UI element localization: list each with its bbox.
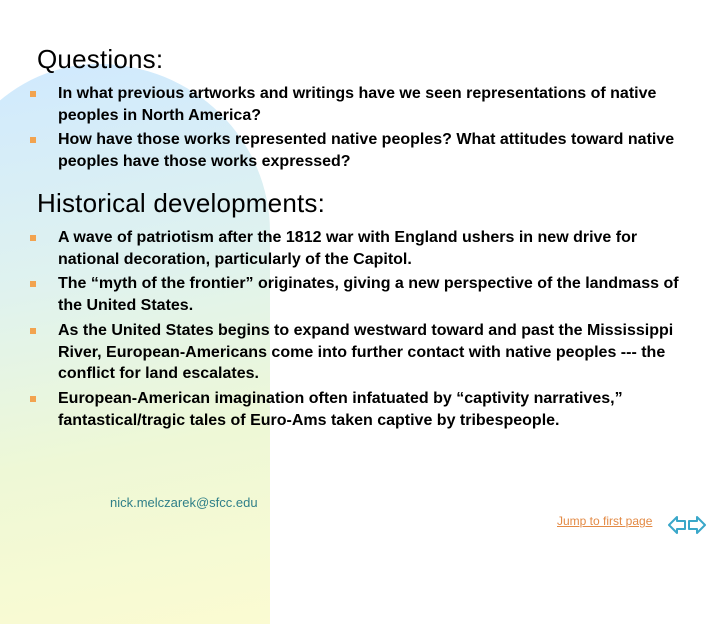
square-bullet-icon bbox=[30, 91, 36, 97]
square-bullet-icon bbox=[30, 281, 36, 287]
prev-next-arrows-icon[interactable] bbox=[668, 514, 706, 536]
jump-to-first-page-link[interactable]: Jump to first page bbox=[557, 514, 653, 528]
list-item bbox=[30, 320, 702, 385]
square-bullet-icon bbox=[30, 235, 36, 241]
next-arrow-icon bbox=[689, 517, 705, 533]
list-item-text: A wave of patriotism after the 1812 war with England ushers in new drive for national decoration, particularly of the Capitol. bbox=[58, 229, 638, 268]
square-bullet-icon bbox=[30, 137, 36, 143]
list-item-text: European-American imagination often infatuated by “captivity narratives,” fantastical/tragic tales of Euro-Ams taken captive by tribespeople. bbox=[58, 389, 623, 429]
list-item-text: As the United States begins to expand westward toward and past the Mississippi River, European-Americans come into further contact with native peoples --- the conflict for land escalates. bbox=[58, 321, 674, 383]
list-item bbox=[30, 83, 702, 126]
list-item-text: How have those works represented native peoples? What attitudes toward native peoples have those works expressed? bbox=[58, 131, 675, 171]
list-item-text: In what previous artworks and writings have we seen representations of native peoples in North America? bbox=[58, 85, 657, 124]
questions-list bbox=[30, 83, 702, 176]
list-item-text: The “myth of the frontier” originates, giving a new perspective of the landmass of the United States. bbox=[58, 275, 679, 315]
list-item bbox=[30, 227, 702, 270]
historical-developments-heading: Historical developments: bbox=[37, 188, 326, 218]
questions-heading: Questions: bbox=[37, 44, 164, 74]
author-email: nick.melczarek@sfcc.edu bbox=[110, 495, 258, 510]
historical-developments-list bbox=[30, 227, 702, 434]
square-bullet-icon bbox=[30, 396, 36, 402]
list-item bbox=[30, 388, 702, 431]
list-item bbox=[30, 273, 702, 316]
previous-arrow-icon bbox=[669, 517, 685, 533]
list-item bbox=[30, 129, 702, 172]
square-bullet-icon bbox=[30, 328, 36, 334]
